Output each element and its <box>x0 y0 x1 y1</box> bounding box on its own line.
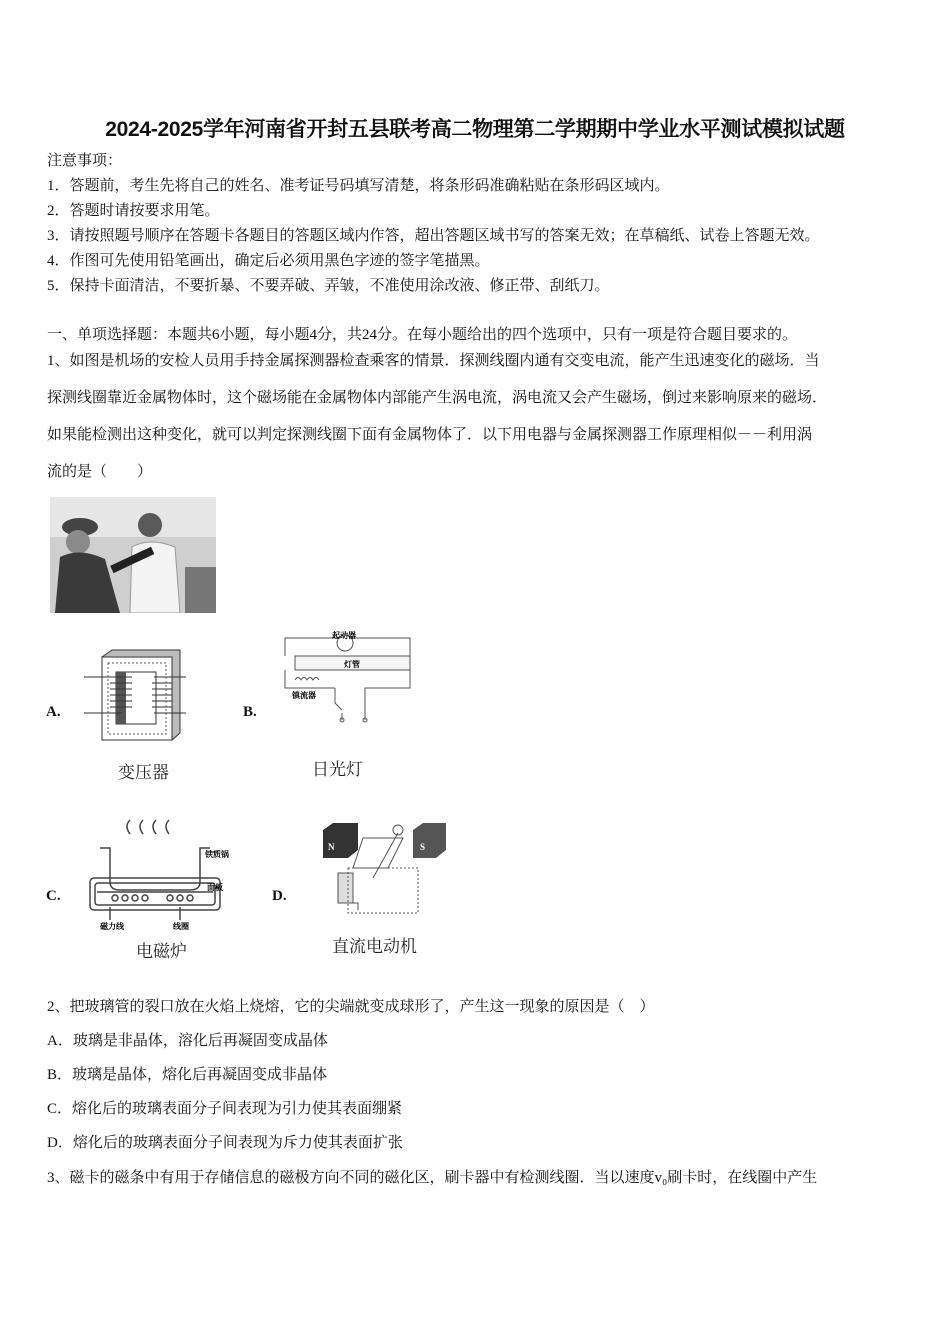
question-2-option-b[interactable]: B．玻璃是晶体，熔化后再凝固变成非晶体 <box>47 1067 328 1083</box>
notice-item: 4．作图可先使用铅笔画出，确定后必须用黑色字迹的签字笔描黑。 <box>47 253 490 269</box>
question-1-line: 如果能检测出这种变化，就可以判定探测线圈下面有金属物体了．以下用电器与金属探测器工作原理相似－－利用涡 <box>47 427 813 443</box>
pot-label: 铁质锅 <box>205 850 229 859</box>
ballast-label: 镇流器 <box>292 691 316 700</box>
option-b-caption: 日光灯 <box>312 760 363 779</box>
section-heading: 一、单项选择题：本题共6小题，每小题4分，共24分。在每小题给出的四个选项中，只有一项是符合题目要求的。 <box>47 327 798 343</box>
security-check-photo <box>50 497 216 613</box>
option-b-label[interactable]: B. <box>243 704 257 720</box>
south-pole-label: S <box>420 842 426 852</box>
field-line-label: 磁力线 <box>100 922 124 931</box>
notice-item: 1．答题前，考生先将自己的姓名、准考证号码填写清楚，将条形码准确粘贴在条形码区域内。 <box>47 178 670 194</box>
option-c-label[interactable]: C. <box>46 888 61 904</box>
panel-label: 面板 <box>207 883 223 892</box>
option-d-label[interactable]: D. <box>272 888 287 904</box>
page-title: 2024-2025学年河南省开封五县联考高二物理第二学期期中学业水平测试模拟试题 <box>105 118 845 141</box>
notice-item: 5．保持卡面清洁，不要折暴、不要弄破、弄皱，不准使用涂改液、修正带、刮纸刀。 <box>47 278 610 294</box>
question-2-option-d[interactable]: D．熔化后的玻璃表面分子间表现为斥力使其表面扩张 <box>47 1135 403 1151</box>
option-c-caption: 电磁炉 <box>136 942 187 961</box>
coil-label: 线圈 <box>173 922 189 931</box>
option-a-label[interactable]: A. <box>46 704 61 720</box>
lamp-tube-label: 灯管 <box>344 660 360 669</box>
question-2-option-c[interactable]: C．熔化后的玻璃表面分子间表现为引力使其表面绷紧 <box>47 1101 403 1117</box>
option-d-caption: 直流电动机 <box>332 937 417 956</box>
question-1-line: 1、如图是机场的安检人员用手持金属探测器检查乘客的情景．探测线圈内通有交变电流，能产生迅速变化的磁场．当 <box>47 353 820 369</box>
question-3-stem: 3、磁卡的磁条中有用于存储信息的磁极方向不同的磁化区，刷卡器中有检测线圈．当以速度v₀刷卡时，在线圈中产生 <box>47 1170 818 1186</box>
notice-item: 2．答题时请按要求用笔。 <box>47 203 220 219</box>
question-2-stem: 2、把玻璃管的裂口放在火焰上烧熔，它的尖端就变成球形了，产生这一现象的原因是（ ） <box>47 999 655 1015</box>
question-2-option-a[interactable]: A．玻璃是非晶体，溶化后再凝固变成晶体 <box>47 1033 328 1049</box>
notice-heading: 注意事项： <box>47 153 123 169</box>
fluorescent-lamp-diagram <box>280 628 415 723</box>
starter-label: 起动器 <box>332 631 356 640</box>
transformer-diagram <box>82 645 187 745</box>
question-1-line: 探测线圈靠近金属物体时，这个磁场能在金属物体内部能产生涡电流，涡电流又会产生磁场，倒过来影响原来的磁场． <box>47 390 828 406</box>
dc-motor-diagram <box>318 818 448 918</box>
induction-cooker-diagram <box>85 812 235 932</box>
notice-item: 3．请按照题号顺序在答题卡各题目的答题区域内作答，超出答题区域书写的答案无效；在草稿纸、试卷上答题无效。 <box>47 228 820 244</box>
option-a-caption: 变压器 <box>118 763 169 782</box>
north-pole-label: N <box>328 842 335 852</box>
question-1-line: 流的是（ ） <box>47 464 153 480</box>
